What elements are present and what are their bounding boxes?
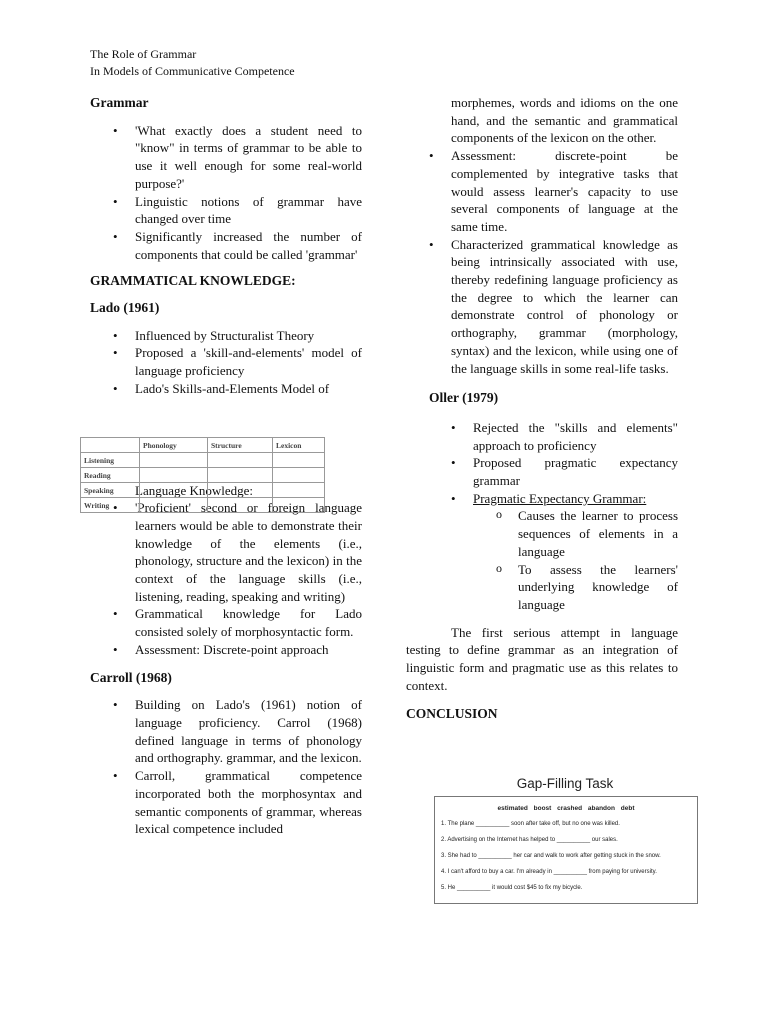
list-item: • Lado's Skills-and-Elements Model of xyxy=(90,380,362,398)
gap-task-title: Gap-Filling Task xyxy=(516,776,614,791)
table-cell: Speaking xyxy=(81,483,140,498)
carroll-list xyxy=(90,696,362,838)
lado-heading: Lado (1961) xyxy=(90,300,160,316)
table-header: Lexicon xyxy=(273,438,325,453)
table-cell: Listening xyxy=(81,453,140,468)
header-subtitle: In Models of Communicative Competence xyxy=(90,64,295,78)
list-item: • 'Proficient' second or foreign language learners would be able to demonstrate their knowledge of the elements (i.e., phonology, structure and the lexicon) in the context of the language skills (i.e., listening, reading, speaking and writing) xyxy=(90,499,362,605)
table-header xyxy=(81,438,140,453)
list-item: • Proposed a 'skill-and-elements' model of language proficiency xyxy=(90,344,362,379)
right-column xyxy=(406,94,678,722)
gap-task-box xyxy=(434,796,698,904)
header-title: The Role of Grammar xyxy=(90,47,197,61)
grammatical-knowledge-heading: GRAMMATICAL KNOWLEDGE: xyxy=(90,273,296,289)
summary-paragraph: The first serious attempt in language testing to define grammar as an integration of linguistic form and pragmatic use as this relates to context. xyxy=(406,624,678,693)
list-item: • Carroll, grammatical competence incorporated both the morphosyntax and semantic components of grammar, whereas lexical competence included xyxy=(90,767,362,838)
list-item: • Proposed pragmatic expectancy grammar xyxy=(428,454,678,489)
list-item: • Influenced by Structuralist Theory xyxy=(90,327,362,345)
list-item: • Grammatical knowledge for Lado consisted solely of morphosyntactic form. xyxy=(90,605,362,640)
table-cell: Writing xyxy=(81,498,140,513)
carroll-heading: Carroll (1968) xyxy=(90,669,172,685)
list-item: • 'What exactly does a student need to "know" in terms of grammar to be able to use it well enough for some real-world purpose?' xyxy=(90,122,362,193)
gap-sentence: 3. She had to __________ her car and walk to work after getting stuck in the snow. xyxy=(441,853,661,859)
list-item xyxy=(428,490,678,614)
table-cell: Reading xyxy=(81,468,140,483)
grammar-list xyxy=(90,122,362,264)
gap-sentence: 5. He __________ it would cost $45 to fix my bicycle. xyxy=(441,885,583,891)
gap-filling-figure xyxy=(432,776,698,902)
lado-model-table xyxy=(80,437,325,513)
continued-text: morphemes, words and idioms on the one hand, and the semantic and grammatical components of the lexicon on the other. xyxy=(451,95,678,146)
oller-heading: Oller (1979) xyxy=(429,390,499,406)
peg-sublist xyxy=(473,507,678,613)
table-row xyxy=(81,468,325,483)
list-item: o Causes the learner to process sequences of elements in a language xyxy=(473,507,678,560)
list-item: • Characterized grammatical knowledge as being intrinsically associated with use, thereby redefining language proficiency as the degree to which the learner can demonstrate control of phonology or orthography, grammar (morphology, syntax) and the lexicon, while using one of the language skills in some real-life tasks. xyxy=(406,236,678,378)
table-row xyxy=(81,453,325,468)
peg-label: Pragmatic Expectancy Grammar: xyxy=(473,490,647,506)
conclusion-heading: CONCLUSION xyxy=(406,705,498,721)
gap-sentence: 2. Advertising on the Internet has helped to __________ our sales. xyxy=(441,837,618,843)
list-item: o To assess the learners' underlying knowledge of language xyxy=(473,561,678,614)
carroll-list-2 xyxy=(406,147,678,377)
table-header: Structure xyxy=(208,438,273,453)
gap-word-bank: estimated boost crashed abandon debt xyxy=(497,805,635,812)
lado-list xyxy=(90,327,362,398)
table-row xyxy=(81,483,325,498)
table-header: Phonology xyxy=(140,438,208,453)
list-item: • Assessment: Discrete-point approach xyxy=(90,641,362,659)
oller-list xyxy=(406,419,678,614)
list-item: • Building on Lado's (1961) notion of language proficiency. Carrol (1968) defined language in terms of phonology and orthography. grammar, and the lexicon. xyxy=(90,696,362,767)
page-header xyxy=(90,46,295,80)
list-item: • Linguistic notions of grammar have changed over time xyxy=(90,193,362,228)
gap-sentence: 1. The plane __________ soon after take off, but no one was killed. xyxy=(441,821,620,827)
list-item: • Rejected the "skills and elements" approach to proficiency xyxy=(428,419,678,454)
list-item: • Assessment: discrete-point be complemented by integrative tasks that would assess learner's capacity to use several components of language at the same time. xyxy=(406,147,678,236)
gap-sentence: 4. I can't afford to buy a car. I'm already in __________ from paying for university. xyxy=(441,869,657,875)
lado-continued: Language Knowledge: xyxy=(135,482,254,498)
lado-list-2 xyxy=(90,499,362,658)
list-item: • Significantly increased the number of components that could be called 'grammar' xyxy=(90,228,362,263)
grammar-heading: Grammar xyxy=(90,95,149,110)
table-row xyxy=(81,498,325,513)
